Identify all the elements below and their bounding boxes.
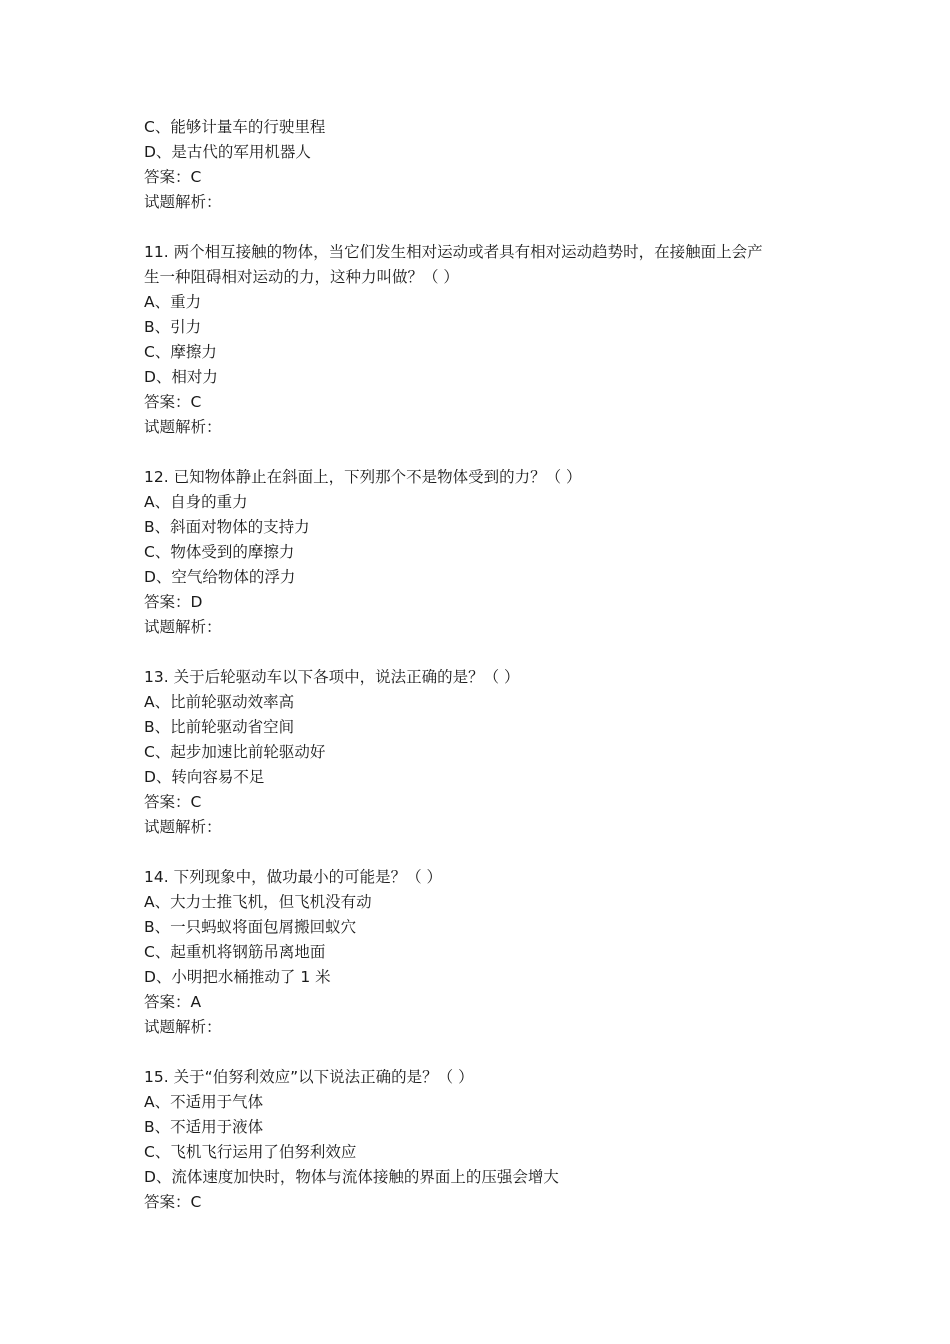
option-c: C、飞机飞行运用了伯努利效应 [144, 1143, 357, 1161]
answer-line: 答案：A [144, 993, 202, 1011]
question-13 [144, 665, 824, 840]
question-title: 12. 已知物体静止在斜面上，下列那个不是物体受到的力？（ ） [144, 468, 582, 486]
option-c: C、物体受到的摩擦力 [144, 543, 295, 561]
option-c: C、起步加速比前轮驱动好 [144, 743, 326, 761]
question-title: 15. 关于“伯努利效应”以下说法正确的是？（ ） [144, 1068, 474, 1086]
option-c: C、起重机将钢筋吊离地面 [144, 943, 326, 961]
question-11 [144, 240, 824, 440]
answer-line: 答案：D [144, 593, 203, 611]
option-a: A、大力士推飞机，但飞机没有动 [144, 893, 372, 911]
option-b: B、一只蚂蚁将面包屑搬回蚁穴 [144, 918, 357, 936]
question-title: 14. 下列现象中，做功最小的可能是？（ ） [144, 868, 443, 886]
question-10-continuation [144, 115, 824, 215]
option-d: D、转向容易不足 [144, 768, 265, 786]
spacer [144, 1040, 824, 1065]
analysis-line: 试题解析： [144, 618, 222, 636]
answer-line: 答案：C [144, 793, 202, 811]
option-c: C、能够计量车的行驶里程 [144, 118, 326, 136]
question-14 [144, 865, 824, 1040]
analysis-line: 试题解析： [144, 193, 222, 211]
analysis-line: 试题解析： [144, 1018, 222, 1036]
option-d: D、是古代的军用机器人 [144, 143, 311, 161]
option-a: A、重力 [144, 293, 202, 311]
option-d: D、相对力 [144, 368, 218, 386]
answer-line: 答案：C [144, 168, 202, 186]
spacer [144, 640, 824, 665]
option-b: B、不适用于液体 [144, 1118, 264, 1136]
option-c: C、摩擦力 [144, 343, 217, 361]
question-title-continued: 生一种阻碍相对运动的力，这种力叫做？（ ） [144, 268, 459, 286]
option-d: D、空气给物体的浮力 [144, 568, 296, 586]
option-b: B、引力 [144, 318, 202, 336]
option-a: A、不适用于气体 [144, 1093, 264, 1111]
option-d: D、流体速度加快时，物体与流体接触的界面上的压强会增大 [144, 1168, 559, 1186]
analysis-line: 试题解析： [144, 418, 222, 436]
question-15 [144, 1065, 824, 1215]
answer-line: 答案：C [144, 393, 202, 411]
question-title: 11. 两个相互接触的物体，当它们发生相对运动或者具有相对运动趋势时，在接触面上会产 [144, 243, 763, 261]
spacer [144, 215, 824, 240]
option-b: B、斜面对物体的支持力 [144, 518, 310, 536]
option-a: A、自身的重力 [144, 493, 248, 511]
spacer [144, 840, 824, 865]
document-page [144, 115, 824, 1215]
question-12 [144, 465, 824, 640]
answer-line: 答案：C [144, 1193, 202, 1211]
question-title: 13. 关于后轮驱动车以下各项中，说法正确的是？（ ） [144, 668, 520, 686]
option-a: A、比前轮驱动效率高 [144, 693, 295, 711]
option-b: B、比前轮驱动省空间 [144, 718, 295, 736]
analysis-line: 试题解析： [144, 818, 222, 836]
option-d: D、小明把水桶推动了 1 米 [144, 968, 331, 986]
spacer [144, 440, 824, 465]
